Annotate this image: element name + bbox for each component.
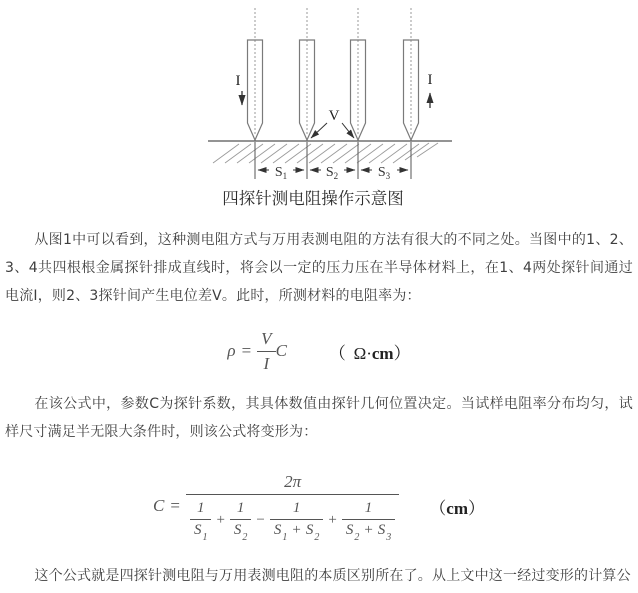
unit-close-paren: ） [393, 343, 411, 363]
formula1-equals: = [241, 341, 252, 360]
term-1-over-s2: $\frac{1}{S_2}$ [230, 500, 252, 541]
surface-hatching [213, 143, 438, 163]
formula2-denominator-row [190, 500, 395, 541]
term-1-over-s1-plus-s2: $\frac{1}{S_1 + S_2}$ [270, 500, 323, 541]
unit-cm: cm [371, 343, 394, 363]
diagram-caption: 四探针测电阻操作示意图 [222, 189, 404, 208]
s3-label: $S_3$ [377, 165, 391, 181]
formula1-unit [329, 339, 411, 364]
formula2-numerator: 2π [186, 472, 399, 495]
voltage-label: V [328, 108, 340, 124]
formula2-denominator [186, 495, 399, 541]
four-probe-diagram [5, 0, 638, 214]
formula1-numerator: V [257, 329, 275, 352]
formula2-equals: = [170, 496, 180, 515]
resistivity-formula [5, 324, 633, 378]
s1-label: $S_1$ [274, 165, 288, 181]
paragraph-conclusion: 这个公式就是四探针测电阻与万用表测电阻的本质区别所在了。从上文中这一经过变形的计算公 [34, 568, 631, 584]
formula1-coefficient: C [275, 341, 287, 360]
paragraph-intro: 从图1中可以看到，这种测电阻方式与万用表测电阻的方法有很大的不同之处。当图中的1、2、3、4共四根根金属探针排成直线时，将会以一定的压力压在半导体材料上，在1、4两处探针间通过电流I，则2、3探针间产生电位差V。此时，所测材料的电阻率为： [5, 232, 633, 304]
term-1-over-s1: $\frac{1}{S_1}$ [190, 500, 212, 541]
minus-operator: − [256, 511, 265, 528]
probe-bodies [248, 40, 419, 140]
plus-operator: + [216, 511, 225, 528]
current-label-right: I [427, 72, 433, 88]
voltage-pointer-right [342, 123, 354, 138]
four-probe-diagram-svg [5, 0, 638, 214]
formula2-main-fraction [186, 472, 399, 541]
unit-close-paren: ） [468, 498, 485, 518]
s2-label: $S_2$ [325, 165, 339, 181]
formula1-fraction [257, 329, 275, 374]
paragraph-coefficient: 在该公式中，参数C为探针系数，其具体数值由探针几何位置决定。当试样电阻率分布均匀，试样尺寸满足半无限大条件时，则该公式将变形为： [5, 396, 633, 440]
current-label-left: I [235, 73, 241, 89]
formula1-rho: ρ [227, 341, 236, 360]
unit-open-paren: （ [429, 498, 447, 518]
unit-omega: Ω [353, 343, 367, 363]
formula2-lhs: C [153, 496, 165, 515]
formula2-unit [429, 494, 485, 519]
unit-open-paren: （ [328, 343, 346, 363]
formula1-denominator: I [263, 353, 270, 373]
unit-dot: · [366, 343, 372, 363]
spacing-labels [275, 165, 391, 181]
plus-operator: + [328, 511, 337, 528]
unit-cm: cm [446, 498, 468, 518]
term-1-over-s2-plus-s3: $\frac{1}{S_2 + S_3}$ [342, 500, 395, 541]
probe-coefficient-formula [5, 462, 633, 550]
